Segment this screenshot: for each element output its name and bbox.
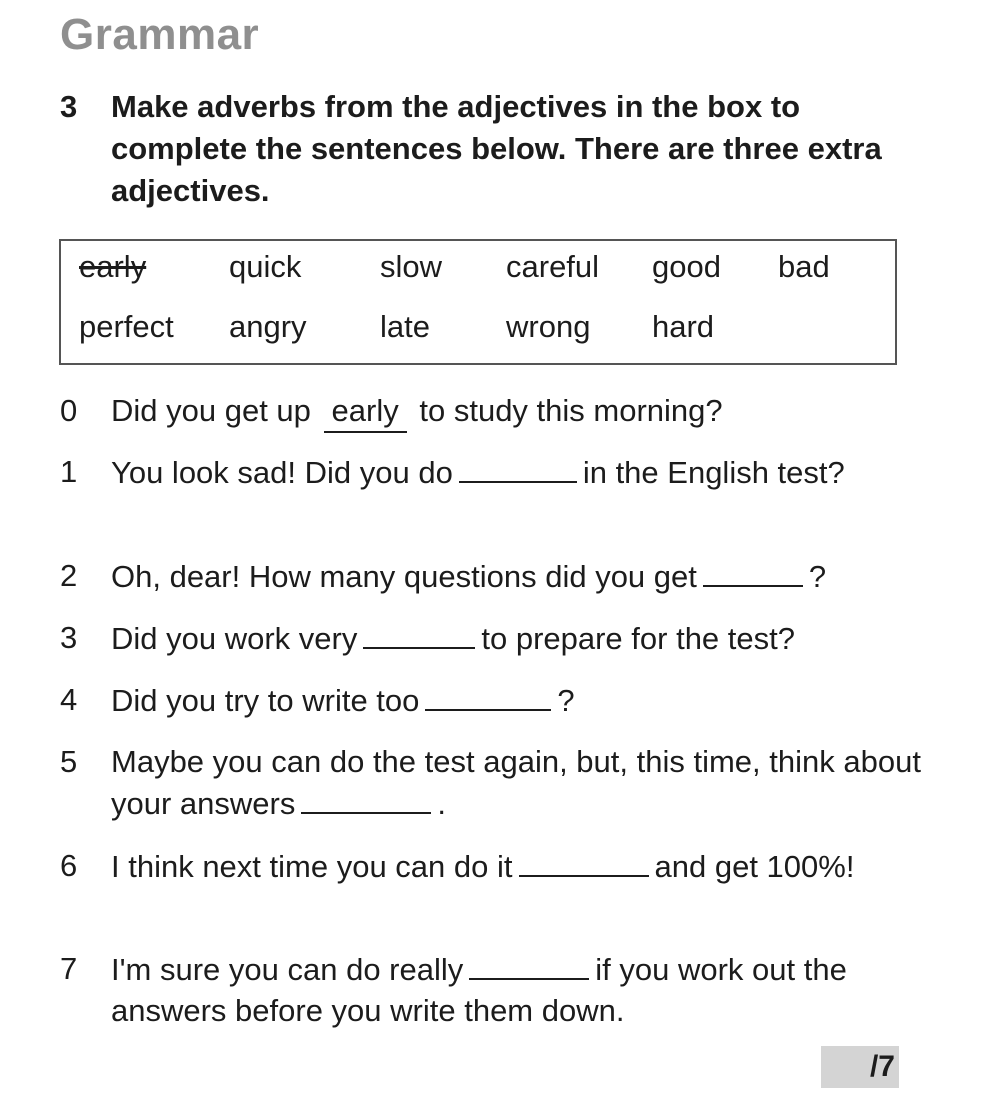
question-number: 0: [60, 393, 78, 428]
answer-blank[interactable]: [301, 782, 431, 814]
question-5: [60, 741, 940, 824]
word-early: early: [79, 249, 147, 284]
question-text: to prepare for the test?: [481, 621, 795, 656]
exercise-number: 3: [60, 89, 78, 124]
question-text: You look sad! Did you do: [111, 455, 453, 490]
score-box: /7: [821, 1046, 899, 1088]
word-box: [59, 239, 897, 365]
question-number: 1: [60, 454, 78, 489]
answer-blank[interactable]: [425, 679, 551, 711]
question-text: Maybe you can do the test again, but, this time, think about your answers: [111, 744, 921, 821]
answer-blank[interactable]: [363, 617, 475, 649]
instruction-text: Make adverbs from the adjectives in the box to complete the sentences below. There are three extra adjectives.: [111, 89, 882, 208]
question-text: Did you work very: [111, 621, 358, 656]
word-careful: careful: [506, 249, 600, 284]
word-slow: slow: [380, 249, 443, 284]
question-2: [60, 555, 940, 597]
answer-blank[interactable]: [469, 948, 589, 980]
question-text: to study this morning?: [419, 393, 723, 428]
answer-example: early: [324, 390, 407, 433]
answer-blank[interactable]: [459, 451, 577, 483]
question-number: 4: [60, 682, 78, 717]
word-perfect: perfect: [79, 309, 174, 344]
word-hard: hard: [652, 309, 715, 344]
answer-blank[interactable]: [703, 555, 803, 587]
question-text: ?: [808, 559, 827, 594]
question-text: Did you try to write too: [111, 683, 420, 718]
question-number: 7: [60, 951, 78, 986]
question-text: Did you get up: [111, 393, 311, 428]
word-good: good: [652, 249, 721, 284]
question-text: ?: [557, 683, 575, 718]
question-text: in the English test?: [582, 455, 845, 490]
question-number: 2: [60, 558, 78, 593]
question-text: and get 100%!: [654, 849, 855, 884]
question-6: [60, 845, 940, 887]
question-number: 5: [60, 744, 78, 779]
question-text: I'm sure you can do really: [111, 952, 464, 987]
question-text: .: [437, 786, 446, 821]
question-number: 3: [60, 620, 78, 655]
word-late: late: [380, 309, 430, 344]
word-wrong: wrong: [506, 309, 591, 344]
question-4: [60, 679, 940, 721]
word-quick: quick: [229, 249, 302, 284]
word-bad: bad: [778, 249, 830, 284]
question-0: [60, 390, 940, 433]
answer-blank[interactable]: [519, 845, 649, 877]
question-number: 6: [60, 848, 78, 883]
question-text: Oh, dear! How many questions did you get: [111, 559, 697, 594]
question-text: if you work out the answers before you write them down.: [111, 952, 847, 1028]
exercise-instruction: [60, 86, 920, 212]
word-angry: angry: [229, 309, 307, 344]
question-1: [60, 451, 940, 493]
section-title: Grammar: [60, 10, 260, 59]
question-text: I think next time you can do it: [111, 849, 513, 884]
question-7: [60, 948, 940, 1031]
question-3: [60, 617, 940, 659]
